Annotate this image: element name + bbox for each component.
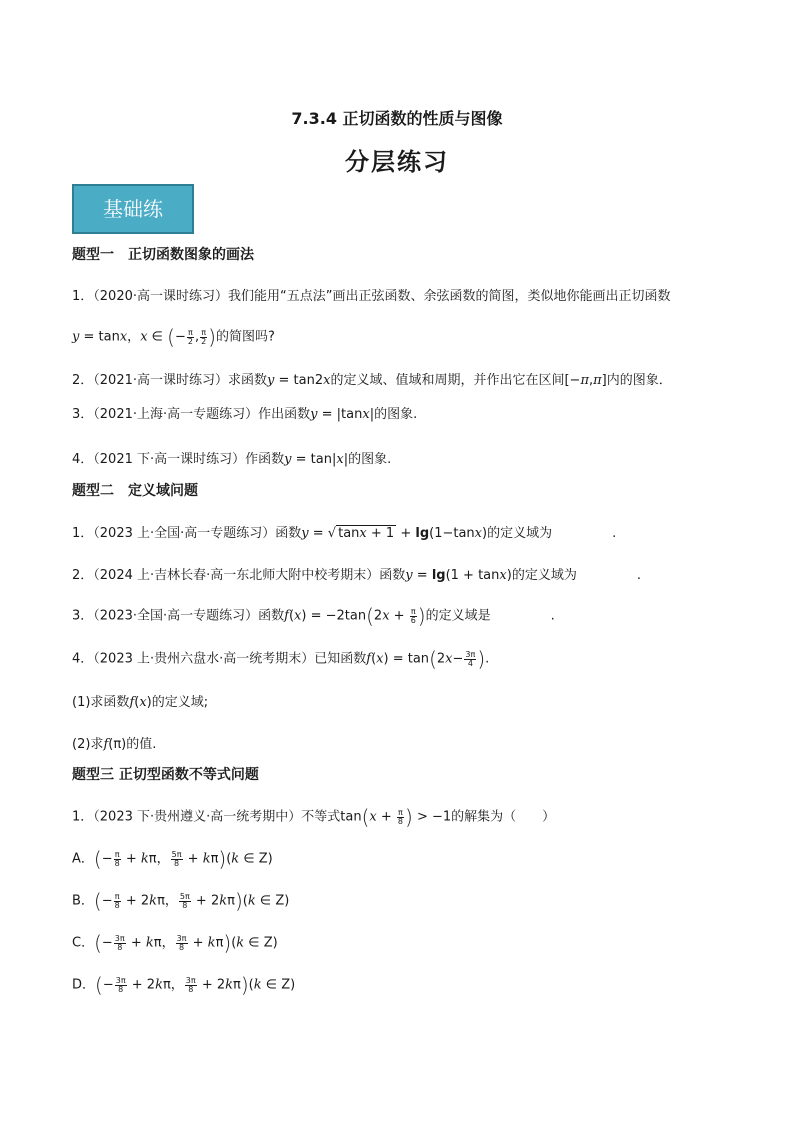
section-heading-2: 题型二 定义域问题 — [72, 483, 198, 499]
question-3-1: 1．（2023 下·贵州遵义·高一统考期中）不等式tan(x + $\frac{\pi}{8}$ ) > −1的解集为（ ） — [72, 805, 556, 829]
question-1-2: 2．（2021·高一课时练习）求函数y = tan2x的定义域、值域和周期，并作出它在区间[−π,π]内的图象． — [72, 373, 672, 388]
question-2-2: 2．（2024 上·吉林长春·高一东北师大附中校考期末）函数y = lg(1 + tanx)的定义域为 . — [72, 568, 641, 583]
option-c[interactable]: C．(− $\frac{3\pi}{8}$ + kπ， $\frac{3\pi}{8}$ + kπ)(k ∈ Z) — [72, 931, 278, 955]
question-1-4: 4．（2021 下·高一课时练习）作函数y = tan|x|的图象. — [72, 452, 392, 467]
question-2-4-part-2: (2)求f(π)的值. — [72, 737, 157, 752]
page-subtitle: 分层练习 — [345, 148, 449, 176]
question-1-1: 1．（2020·高一课时练习）我们能用“五点法”画出正弦函数、余弦函数的简图，类似地你能画出正切函数 — [72, 289, 671, 304]
level-badge: 基础练 — [72, 184, 194, 234]
question-2-3: 3．（2023·全国·高一专题练习）函数f(x) = −2tan(2x + $\frac{\pi}{6}$ )的定义域是 . — [72, 604, 555, 628]
page-title: 7.3.4 正切函数的性质与图像 — [291, 109, 503, 128]
section-heading-1: 题型一 正切函数图象的画法 — [72, 247, 254, 263]
option-d[interactable]: D．(− $\frac{3\pi}{8}$ + 2kπ， $\frac{3\pi}{8}$ + 2kπ)(k ∈ Z) — [72, 973, 296, 997]
question-2-1: 1．（2023 上·全国·高一专题练习）函数y = √ tanx + 1 + lg(1−tanx)的定义域为 . — [72, 526, 617, 541]
question-2-4-part-1: (1)求函数f(x)的定义域; — [72, 695, 209, 710]
option-b[interactable]: B．(− $\frac{\pi}{8}$ + 2kπ， $\frac{5\pi}{8}$ + 2kπ)(k ∈ Z) — [72, 889, 290, 913]
option-a[interactable]: A．(− $\frac{\pi}{8}$ + kπ， $\frac{5\pi}{8}$ + kπ)(k ∈ Z) — [72, 847, 273, 871]
question-1-1-cont: y = tanx，x ∈ (− $\frac{\pi}{2}$ , $\frac{\pi}{2}$ )的简图吗? — [72, 325, 275, 349]
question-1-3: 3．（2021·上海·高一专题练习）作出函数y = |tanx|的图象. — [72, 407, 418, 422]
section-heading-3: 题型三 正切型函数不等式问题 — [72, 767, 259, 783]
question-2-4: 4．（2023 上·贵州六盘水·高一统考期末）已知函数f(x) = tan(2x− $\frac{3\pi}{4}$ ). — [72, 647, 490, 671]
